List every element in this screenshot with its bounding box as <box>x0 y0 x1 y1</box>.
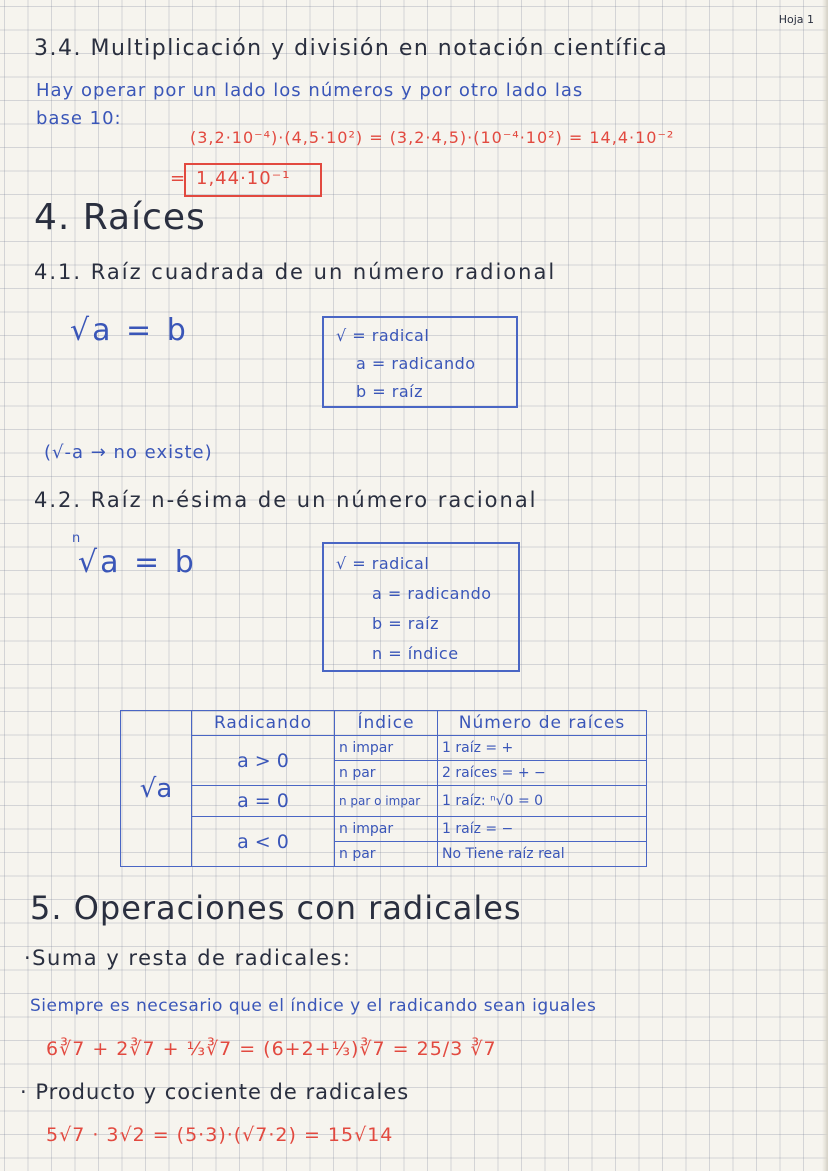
nth-root-formula: √a = b <box>78 545 197 580</box>
result-value: 1,44·10⁻¹ <box>196 168 291 189</box>
table-row <box>121 736 647 761</box>
cell-indice: n par <box>335 842 438 867</box>
section-5-title: 5. Operaciones con radicales <box>30 889 522 927</box>
section-4-1-title: 4.1. Raíz cuadrada de un número radional <box>34 260 557 284</box>
legend-radical: √ = radical <box>336 554 430 573</box>
corner-mark: Hoja 1 <box>778 13 814 26</box>
legend-radicando: a = radicando <box>372 584 492 603</box>
result-box <box>184 163 322 197</box>
header-radicando: Radicando <box>192 711 335 736</box>
result-equals: = <box>170 168 187 189</box>
table-row <box>121 817 647 842</box>
cell-indice: n par <box>335 761 438 786</box>
cell-num: 1 raíz = − <box>438 817 647 842</box>
table-root-symbol: √a <box>121 711 192 867</box>
table-row <box>121 786 647 817</box>
formula-index-n: n <box>72 531 81 546</box>
table-header-row <box>121 711 647 736</box>
legend-box-4-1 <box>322 316 518 408</box>
cell-num: No Tiene raíz real <box>438 842 647 867</box>
legend-radicando: a = radicando <box>356 354 476 373</box>
section-5-eq2: 5√7 · 3√2 = (5·3)·(√7·2) = 15√14 <box>46 1124 394 1146</box>
cell-indice: n impar <box>335 736 438 761</box>
cell-radicando: a > 0 <box>192 736 335 786</box>
section-3-4-intro-1: Hay operar por un lado los números y por otro lado las <box>36 80 584 101</box>
roots-table <box>120 710 647 867</box>
cell-indice: n par o impar <box>335 786 438 817</box>
section-5-rule: Siempre es necesario que el índice y el radicando sean iguales <box>30 996 597 1016</box>
section-5-eq1: 6∛7 + 2∛7 + ⅓∛7 = (6+2+⅓)∛7 = 25/3 ∛7 <box>46 1038 497 1060</box>
legend-indice: n = índice <box>372 644 459 663</box>
section-5-sub1: ·Suma y resta de radicales: <box>24 946 352 970</box>
section-3-4-intro-2: base 10: <box>36 108 122 129</box>
section-5-sub2: · Producto y cociente de radicales <box>20 1080 410 1104</box>
section-4-2-title: 4.2. Raíz n-ésima de un número racional <box>34 488 538 512</box>
cell-radicando: a = 0 <box>192 786 335 817</box>
legend-raiz: b = raíz <box>356 382 423 401</box>
header-num-raices: Número de raíces <box>438 711 647 736</box>
section-3-4-title: 3.4. Multiplicación y división en notación científica <box>34 36 669 61</box>
cell-indice: n impar <box>335 817 438 842</box>
legend-box-4-2 <box>322 542 520 672</box>
header-indice: Índice <box>335 711 438 736</box>
legend-radical: √ = radical <box>336 326 430 345</box>
section-3-4-equation: (3,2·10⁻⁴)·(4,5·10²) = (3,2·4,5)·(10⁻⁴·10²) = 14,4·10⁻² <box>190 128 675 147</box>
negative-root-note: (√-a → no existe) <box>44 442 213 463</box>
page-edge-shadow <box>822 0 828 1171</box>
cell-num: 1 raíz = + <box>438 736 647 761</box>
section-4-title: 4. Raíces <box>34 197 206 238</box>
cell-num: 1 raíz: ⁿ√0 = 0 <box>438 786 647 817</box>
cell-num: 2 raíces = + − <box>438 761 647 786</box>
legend-raiz: b = raíz <box>372 614 439 633</box>
cell-radicando: a < 0 <box>192 817 335 867</box>
square-root-formula: √a = b <box>70 313 189 348</box>
